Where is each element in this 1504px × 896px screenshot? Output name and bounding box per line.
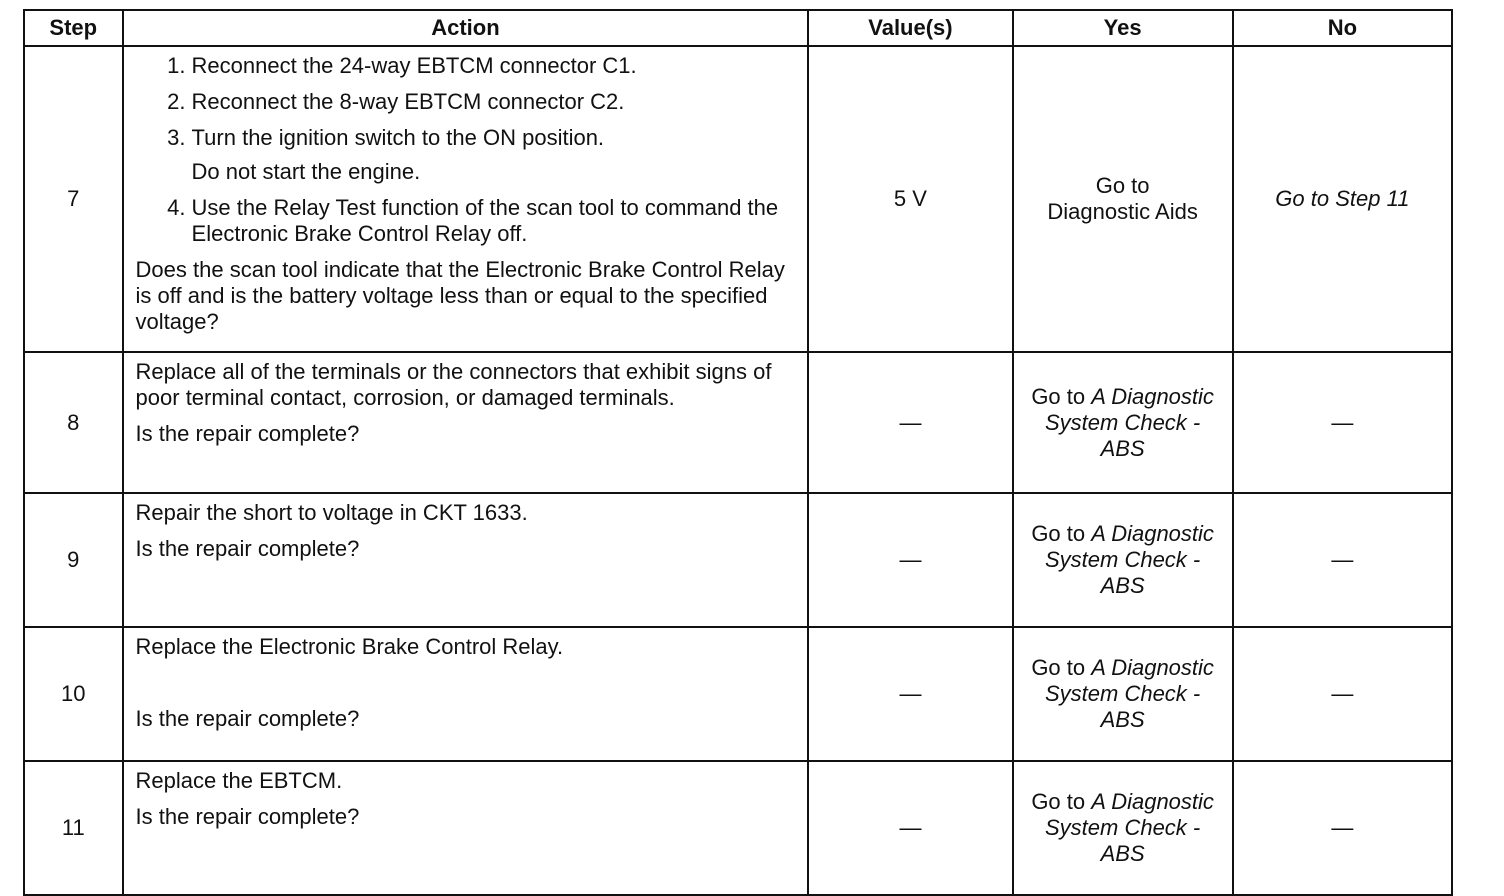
action-text: Replace all of the terminals or the connectors that exhibit signs of poor terminal contact, corrosion, or damaged terminals. [135,359,772,410]
no-cell [1233,352,1452,493]
action-question: Is the repair complete? [135,804,360,829]
yes-prefix: Go to [1031,521,1092,546]
header-value: Value(s) [808,10,1012,46]
step-number: 10 [24,627,123,761]
yes-link-text: A Diagnostic System Check - ABS [1044,383,1214,461]
table-row-step-9 [24,493,1452,627]
action-cell [123,761,809,895]
value-cell: 5 V [808,46,1012,352]
no-cell [1233,627,1452,761]
yes-prefix: Go to [1031,789,1092,814]
step-number: 11 [24,761,123,895]
header-yes: Yes [1013,10,1233,46]
header-row [24,10,1452,46]
table-row-step-11 [24,761,1452,895]
action-step-text: Turn the ignition switch to the ON position. [191,125,605,150]
action-question: Does the scan tool indicate that the Electronic Brake Control Relay is off and is the battery voltage less than or equal to the specified voltage? [135,257,785,334]
step-number: 7 [24,46,123,352]
action-step-item: 4. Use the Relay Test function of the scan tool to command the Electronic Brake Control Relay off. [192,195,798,247]
action-cell [123,46,809,352]
value-dash: — [899,681,922,706]
yes-prefix: Go to [1031,655,1092,680]
yes-link-diagnostic-system-check[interactable] [1014,515,1232,605]
yes-cell [1013,493,1233,627]
yes-line-1: Go to [1095,173,1150,198]
no-link-step-11[interactable]: Go to Step 11 [1233,46,1452,352]
action-cell [123,352,809,493]
yes-prefix: Go to [1031,383,1092,409]
value-cell [808,352,1012,493]
header-no: No [1233,10,1452,46]
action-note: Do not start the engine. [191,159,421,184]
no-dash: — [1331,815,1354,840]
yes-link-text: A Diagnostic System Check - ABS [1044,655,1214,732]
yes-cell [1013,352,1233,493]
action-steps-list [136,53,798,247]
action-step-item [192,125,798,185]
action-cell [123,627,809,761]
no-cell [1233,761,1452,895]
action-cell [123,493,809,627]
action-text: Replace the Electronic Brake Control Relay. [135,634,564,659]
action-text: Repair the short to voltage in CKT 1633. [135,500,528,525]
step-number: 9 [24,493,123,627]
no-dash: — [1331,547,1354,572]
value-cell [808,761,1012,895]
value-cell [808,627,1012,761]
no-dash: — [1331,681,1354,706]
action-question: Is the repair complete? [135,421,360,446]
yes-link-diagnostic-aids[interactable]: Diagnostic Aids [1047,199,1198,224]
yes-link-text: A Diagnostic System Check - ABS [1044,521,1214,598]
value-dash: — [899,409,922,435]
table-row-step-8 [24,352,1452,493]
value-cell [808,493,1012,627]
table-row-step-10 [24,627,1452,761]
diagnostic-table [23,9,1453,896]
step-number: 8 [24,352,123,493]
yes-cell [1013,46,1233,352]
yes-cell [1013,627,1233,761]
action-text: Replace the EBTCM. [135,768,343,793]
spacer [136,670,798,706]
action-step-item: 1. Reconnect the 24-way EBTCM connector C1. [192,53,798,79]
yes-link-text: A Diagnostic System Check - ABS [1044,789,1214,866]
no-cell [1233,493,1452,627]
table-row-step-7 [24,46,1452,352]
yes-cell [1013,761,1233,895]
action-step-item: 2. Reconnect the 8-way EBTCM connector C2. [192,89,798,115]
value-dash: — [899,815,922,840]
action-question: Is the repair complete? [135,536,360,561]
yes-link-diagnostic-system-check[interactable] [1014,649,1232,739]
yes-link-diagnostic-system-check[interactable] [1014,378,1232,468]
action-question: Is the repair complete? [135,706,360,731]
header-action: Action [123,10,809,46]
header-step: Step [24,10,123,46]
no-dash: — [1331,409,1354,435]
yes-link-diagnostic-system-check[interactable] [1014,783,1232,873]
value-dash: — [899,547,922,572]
